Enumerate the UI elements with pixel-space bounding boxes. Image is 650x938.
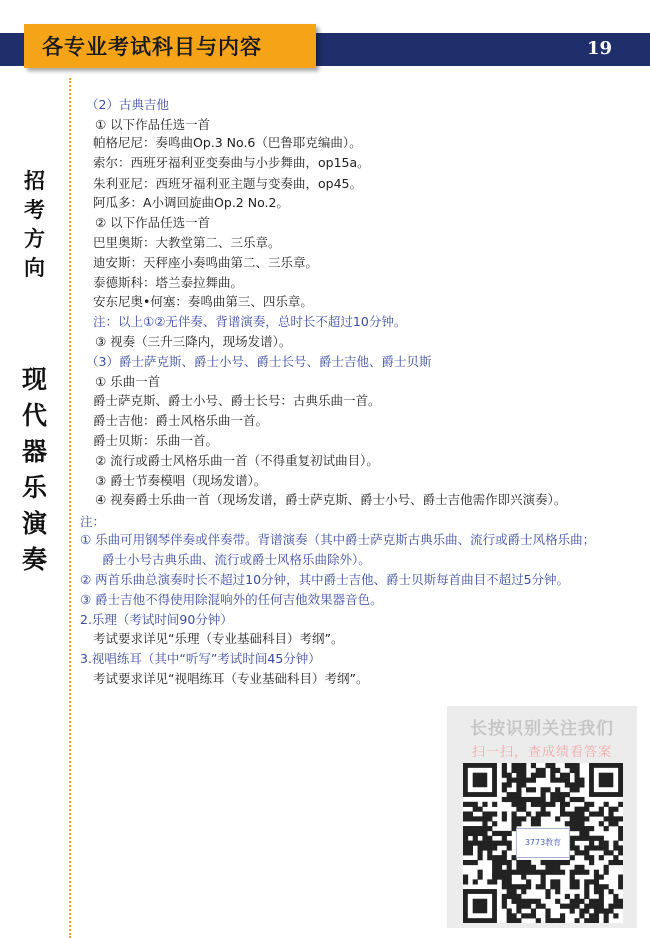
- content-line: 考试要求详见“乐理（专业基础科目）考纲”。: [93, 631, 344, 646]
- sidebar-major-char: 器: [21, 437, 47, 466]
- sidebar-heading-char: 考: [24, 198, 45, 222]
- sidebar-major-char: 乐: [21, 473, 47, 502]
- content-line: 爵士萨克斯、爵士小号、爵士长号：古典乐曲一首。: [93, 393, 381, 408]
- content-line: 迪安斯：天秤座小奏鸣曲第二、三乐章。: [93, 255, 319, 270]
- page-title: 各专业考试科目与内容: [42, 35, 262, 59]
- note-line: 注：以上①②无伴奏、背谱演奏，总时长不超过10分钟。: [93, 314, 407, 329]
- section-heading-solfege: 3.视唱练耳（其中“听写”考试时间45分钟）: [80, 651, 321, 666]
- content-line: ③ 爵士节奏模唱（现场发谱）。: [95, 473, 267, 488]
- content-line: ① 乐曲一首: [95, 374, 161, 389]
- sidebar-major-char: 演: [21, 509, 47, 538]
- content-line: 泰德斯科：塔兰泰拉舞曲。: [93, 275, 244, 290]
- qr-caption-follow: 长按识别关注我们: [470, 719, 614, 739]
- svg-text:3773教育: 3773教育: [524, 837, 562, 847]
- content-line: 阿瓜多：A小调回旋曲Op.2 No.2。: [93, 195, 289, 210]
- section-heading-music-theory: 2.乐理（考试时间90分钟）: [80, 612, 233, 627]
- note-heading: 注：: [80, 514, 106, 529]
- sidebar-major: [0, 362, 69, 578]
- page-number: 19: [587, 38, 613, 59]
- note-line: 爵士小号古典乐曲、流行或爵士风格乐曲除外）。: [102, 552, 371, 567]
- sidebar-major-char: 奏: [21, 545, 47, 574]
- content-line: 爵士吉他：爵士风格乐曲一首。: [93, 413, 269, 428]
- content-line: 爵士贝斯：乐曲一首。: [93, 433, 219, 448]
- qr-code-icon[interactable]: [463, 763, 623, 923]
- note-line: ① 乐曲可用钢琴伴奏或伴奏带。背谱演奏（其中爵士萨克斯古典乐曲、流行或爵士风格乐曲；: [80, 532, 596, 547]
- content-line: 索尔：西班牙福利亚变奏曲与小步舞曲，op15a。: [93, 155, 370, 170]
- sidebar-major-char: 代: [21, 401, 47, 430]
- sidebar-heading-char: 方: [24, 227, 45, 251]
- content-line: 巴里奥斯：大教堂第二、三乐章。: [93, 235, 281, 250]
- content-line: ② 以下作品任选一首: [95, 215, 211, 230]
- sidebar-heading-char: 招: [24, 169, 45, 193]
- sidebar-heading-char: 向: [24, 256, 45, 280]
- content-line: ① 以下作品任选一首: [95, 117, 211, 132]
- sidebar-divider: [69, 78, 71, 938]
- content-line: 安东尼奥•何塞：奏鸣曲第三、四乐章。: [93, 294, 313, 309]
- content-line: ④ 视奏爵士乐曲一首（现场发谱，爵士萨克斯、爵士小号、爵士吉他需作即兴演奏）。: [95, 492, 567, 507]
- qr-caption-scan: 扫一扫，查成绩看答案: [471, 745, 612, 760]
- section-heading-jazz: （3）爵士萨克斯、爵士小号、爵士长号、爵士吉他、爵士贝斯: [86, 354, 432, 369]
- note-line: ② 两首乐曲总演奏时长不超过10分钟，其中爵士吉他、爵士贝斯每首曲目不超过5分钟。: [80, 572, 570, 587]
- content-line: ③ 视奏（三升三降内，现场发谱）。: [95, 334, 292, 349]
- sidebar-major-char: 现: [21, 365, 47, 394]
- section-heading-classical-guitar: （2）古典吉他: [86, 97, 169, 112]
- content-line: ② 流行或爵士风格乐曲一首（不得重复初试曲目）。: [95, 453, 379, 468]
- content-line: 考试要求详见“视唱练耳（专业基础科目）考纲”。: [93, 671, 369, 686]
- content-line: 朱利亚尼：西班牙福利亚主题与变奏曲，op45。: [93, 176, 362, 191]
- sidebar-heading: [0, 167, 69, 283]
- content-line: 帕格尼尼：奏鸣曲Op.3 No.6（巴鲁耶克编曲）。: [93, 135, 362, 150]
- note-line: ③ 爵士吉他不得使用除混响外的任何吉他效果器音色。: [80, 592, 383, 607]
